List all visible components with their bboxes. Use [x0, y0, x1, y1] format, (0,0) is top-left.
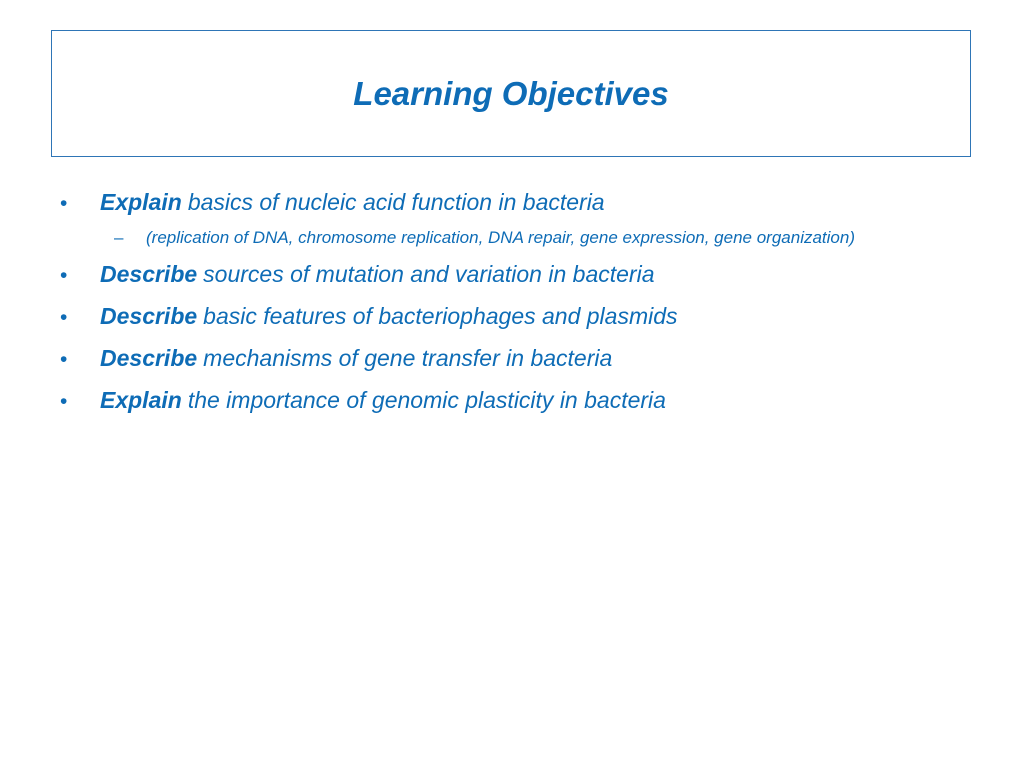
objective-item [60, 338, 964, 380]
title-box [51, 30, 971, 157]
objective-verb: Describe [100, 303, 198, 329]
bullet-icon: • [60, 264, 68, 287]
objective-item [60, 380, 964, 422]
objective-text: the importance of genomic plasticity in bacteria [187, 387, 666, 413]
objective-verb: Explain [100, 387, 182, 413]
objective-verb: Describe [100, 261, 198, 287]
bullet-icon: • [60, 192, 68, 215]
objective-item [60, 296, 964, 338]
objective-item [60, 254, 964, 296]
objective-text: sources of mutation and variation in bacteria [203, 261, 655, 287]
objective-item [60, 182, 964, 224]
bullet-icon: • [60, 390, 68, 413]
slide-title: Learning Objectives [353, 74, 669, 112]
objective-text: mechanisms of gene transfer in bacteria [203, 345, 613, 371]
bullet-icon: • [60, 348, 68, 371]
objective-verb: Explain [100, 189, 182, 215]
objective-text: basic features of bacteriophages and plasmids [203, 303, 678, 329]
objective-sub-item [114, 224, 964, 252]
objective-text: basics of nucleic acid function in bacteria [187, 189, 605, 215]
bullet-icon: • [60, 306, 68, 329]
objectives-list [60, 182, 964, 422]
sub-point-text: (replication of DNA, chromosome replication, DNA repair, gene expression, gene organization) [146, 228, 856, 247]
objective-verb: Describe [100, 345, 198, 371]
dash-icon: – [114, 228, 124, 247]
